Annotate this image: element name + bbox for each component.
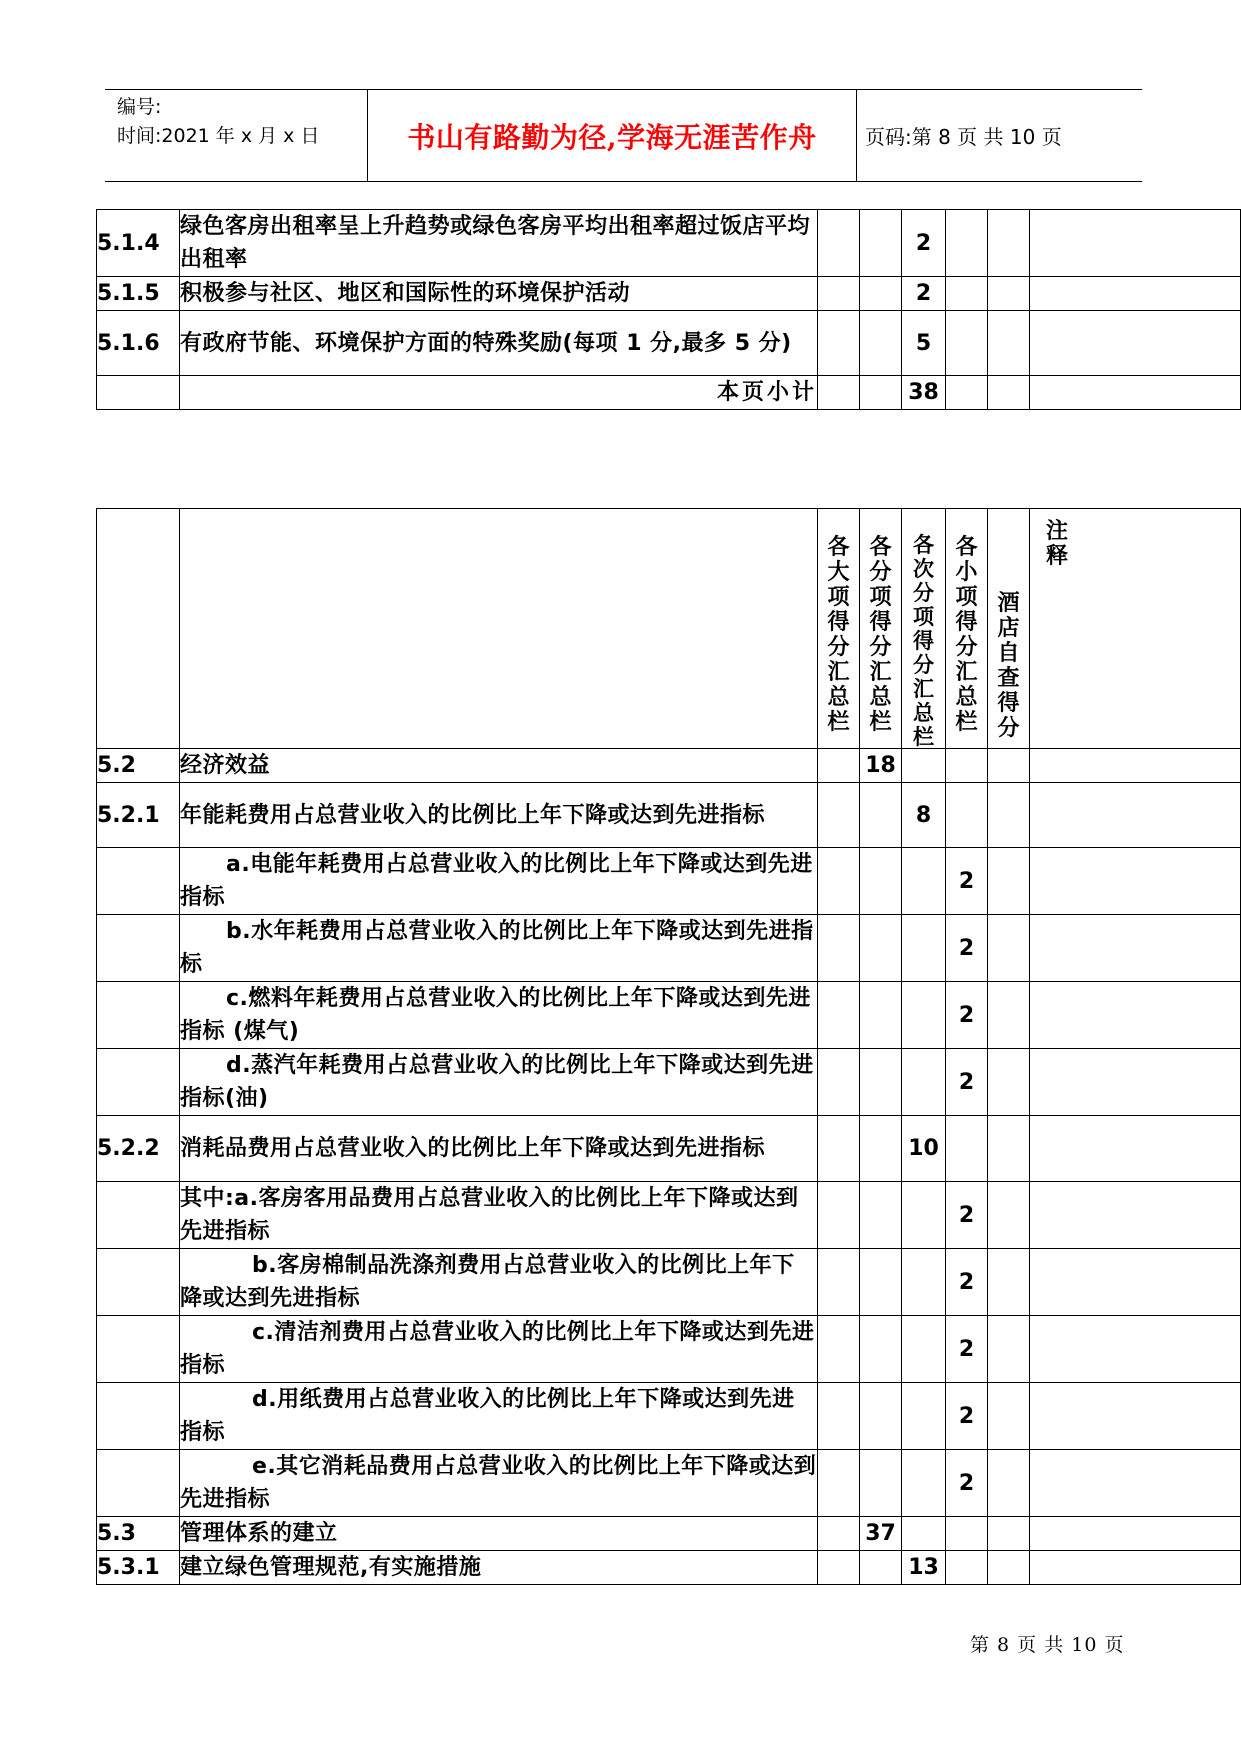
- score-table-body: [97, 210, 1241, 410]
- score-cell-col5: [988, 1182, 1030, 1249]
- score-cell-col3: 5: [902, 311, 946, 376]
- table-row: [97, 210, 1241, 277]
- notes-cell: [1030, 915, 1241, 982]
- item-description-cell: [180, 311, 818, 376]
- score-cell-col4: [946, 1551, 988, 1585]
- item-description-text: 建立绿色管理规范,有实施措施: [180, 1555, 482, 1580]
- score-cell-col3: 2: [902, 210, 946, 277]
- score-cell-col3: [902, 1517, 946, 1551]
- item-description-text: 消耗品费用占总营业收入的比例比上年下降或达到先进指标: [180, 1136, 766, 1161]
- score-cell-col5: [988, 749, 1030, 783]
- score-cell-col3: 8: [902, 783, 946, 848]
- score-cell-col3: [902, 749, 946, 783]
- header-notes: 注 释: [1030, 509, 1241, 749]
- score-cell-col4: 2: [946, 1450, 988, 1517]
- score-cell-col2: [860, 1551, 902, 1585]
- item-code-cell: 5.2.2: [97, 1116, 180, 1182]
- score-cell-col1: [818, 1316, 860, 1383]
- score-cell-col4: 2: [946, 1049, 988, 1116]
- score-cell-col5: [988, 1517, 1030, 1551]
- table-row: [97, 1116, 1241, 1182]
- score-cell-col3: [902, 1450, 946, 1517]
- score-cell-col2: 37: [860, 1517, 902, 1551]
- score-cell-col1: [818, 1182, 860, 1249]
- score-cell-col5: [988, 1450, 1030, 1517]
- score-cell-col3: [902, 848, 946, 915]
- notes-cell: [1030, 848, 1241, 915]
- score-cell-col4: [946, 783, 988, 848]
- notes-cell: [1030, 1517, 1241, 1551]
- score-cell-col4: [946, 311, 988, 376]
- score-cell-col5: [988, 311, 1030, 376]
- item-code-cell: [97, 915, 180, 982]
- score-cell-col4: [946, 749, 988, 783]
- score-cell-col5: [988, 1249, 1030, 1316]
- score-cell-col2: [860, 982, 902, 1049]
- score-cell-col1: [818, 848, 860, 915]
- item-description-cell: [180, 749, 818, 783]
- notes-cell: [1030, 1049, 1241, 1116]
- score-cell-col1: [818, 210, 860, 277]
- score-cell-col2: [860, 915, 902, 982]
- table-row: [97, 982, 1241, 1049]
- table-header-row: [97, 509, 1241, 749]
- table-row: [97, 1551, 1241, 1585]
- score-cell-col4: 2: [946, 915, 988, 982]
- item-description-cell: [180, 1249, 818, 1316]
- item-description-cell: [180, 1551, 818, 1585]
- score-cell-col5: [988, 1551, 1030, 1585]
- score-cell-col1: [818, 1551, 860, 1585]
- table-row: [97, 848, 1241, 915]
- score-cell-col2: [860, 1049, 902, 1116]
- item-description-cell: [180, 1517, 818, 1551]
- header-sub-item-total: 各 分 项 得 分 汇 总 栏: [860, 509, 902, 749]
- item-description-cell: [180, 1049, 818, 1116]
- item-description-cell: [180, 1450, 818, 1517]
- item-description-text: 管理体系的建立: [180, 1521, 338, 1546]
- score-cell-col2: [860, 1383, 902, 1450]
- item-description-text: 年能耗费用占总营业收入的比例比上年下降或达到先进指标: [180, 802, 766, 828]
- score-cell-col1: [818, 311, 860, 376]
- score-table: [96, 508, 1241, 1585]
- item-code-cell: [97, 1049, 180, 1116]
- document-number-label: 编号:: [117, 96, 162, 118]
- notes-cell: [1030, 783, 1241, 848]
- item-code-cell: [97, 848, 180, 915]
- item-code-cell: [97, 1450, 180, 1517]
- subtotal-row: [97, 376, 1241, 410]
- score-cell-col5: [988, 1049, 1030, 1116]
- table-row: [97, 1383, 1241, 1450]
- table-row: [97, 1249, 1241, 1316]
- score-cell-col3: 10: [902, 1116, 946, 1182]
- item-description-cell: [180, 982, 818, 1049]
- score-cell-col1: [818, 915, 860, 982]
- item-code-cell: 5.1.6: [97, 311, 180, 376]
- table-row: [97, 1049, 1241, 1116]
- table-row: [97, 915, 1241, 982]
- item-code-cell: 5.2: [97, 749, 180, 783]
- item-description-text: 经济效益: [180, 753, 271, 778]
- item-description-text: 其中:a.客房客用品费用占总营业收入的比例比上年下降或达到先进指标: [180, 1186, 799, 1244]
- score-cell-col2: [860, 1316, 902, 1383]
- score-cell-col1: [818, 1383, 860, 1450]
- notes-cell: [1030, 277, 1241, 311]
- score-cell-col1: [818, 1116, 860, 1182]
- item-description-text: b.水年耗费用占总营业收入的比例比上年下降或达到先进指标: [180, 919, 814, 977]
- item-description-text: 有政府节能、环境保护方面的特殊奖励(每项 1 分,最多 5 分): [180, 330, 792, 356]
- notes-cell: [1030, 1182, 1241, 1249]
- header-page-number: 页码:第 8 页 共 10 页: [865, 125, 1062, 149]
- header-small-item-total: 各 小 项 得 分 汇 总 栏: [946, 509, 988, 749]
- document-time-label: 时间:2021 年 x 月 x 日: [117, 125, 320, 147]
- score-cell-col5: [988, 277, 1030, 311]
- header-blank-cell: [97, 509, 180, 749]
- score-cell-col4: [946, 1517, 988, 1551]
- item-code-cell: 5.1.4: [97, 210, 180, 277]
- score-table-continued: [96, 209, 1241, 410]
- score-cell-col1: [818, 376, 860, 410]
- score-cell-col5: [988, 915, 1030, 982]
- notes-cell: [1030, 1249, 1241, 1316]
- score-cell-col3: [902, 1049, 946, 1116]
- item-description-text: b.客房棉制品洗涤剂费用占总营业收入的比例比上年下降或达到先进指标: [180, 1253, 795, 1311]
- header-hotel-self-score: 酒 店 自 查 得 分: [988, 509, 1030, 749]
- item-description-cell: [180, 1116, 818, 1182]
- score-table-body: [97, 749, 1241, 1585]
- score-cell-col3: [902, 915, 946, 982]
- score-cell-col2: [860, 311, 902, 376]
- score-cell-col3: [902, 982, 946, 1049]
- score-cell-col2: [860, 1249, 902, 1316]
- table-row: [97, 1517, 1241, 1551]
- score-cell-col3: 2: [902, 277, 946, 311]
- item-description-text: c.燃料年耗费用占总营业收入的比例比上年下降或达到先进指标 (煤气): [180, 986, 811, 1044]
- table-row: [97, 749, 1241, 783]
- score-cell-col3: [902, 1316, 946, 1383]
- header-motto: 书山有路勤为径,学海无涯苦作舟: [407, 121, 817, 154]
- score-cell-col2: [860, 210, 902, 277]
- item-code-cell: 5.3.1: [97, 1551, 180, 1585]
- table-row: [97, 1316, 1241, 1383]
- score-cell-col2: [860, 376, 902, 410]
- score-cell-col2: 18: [860, 749, 902, 783]
- score-cell-col1: [818, 1517, 860, 1551]
- notes-cell: [1030, 982, 1241, 1049]
- item-description-text: e.其它消耗品费用占总营业收入的比例比上年下降或达到先进指标: [180, 1454, 817, 1512]
- score-cell-col2: [860, 1450, 902, 1517]
- score-cell-col1: [818, 277, 860, 311]
- notes-cell: [1030, 1551, 1241, 1585]
- subtotal-label: 本页小计: [180, 376, 818, 410]
- item-description-cell: [180, 1316, 818, 1383]
- score-cell-col3: 13: [902, 1551, 946, 1585]
- score-cell-col4: [946, 1116, 988, 1182]
- header-meta: [117, 93, 319, 151]
- table-row: [97, 311, 1241, 376]
- score-cell-col1: [818, 783, 860, 848]
- score-cell-col2: [860, 1182, 902, 1249]
- item-code-cell: [97, 1316, 180, 1383]
- item-description-text: 积极参与社区、地区和国际性的环境保护活动: [180, 281, 631, 306]
- page-footer: 第 8 页 共 10 页: [970, 1634, 1125, 1656]
- item-code-cell: [97, 376, 180, 410]
- notes-cell: [1030, 749, 1241, 783]
- notes-cell: [1030, 1450, 1241, 1517]
- score-cell-col1: [818, 749, 860, 783]
- score-cell-col1: [818, 982, 860, 1049]
- item-description-text: 绿色客房出租率呈上升趋势或绿色客房平均出租率超过饭店平均出租率: [180, 214, 811, 272]
- score-cell-col5: [988, 848, 1030, 915]
- table-row: [97, 277, 1241, 311]
- item-code-cell: [97, 1383, 180, 1450]
- item-description-text: a.电能年耗费用占总营业收入的比例比上年下降或达到先进指标: [180, 852, 813, 910]
- score-cell-col1: [818, 1249, 860, 1316]
- item-code-cell: 5.1.5: [97, 277, 180, 311]
- score-cell-col5: [988, 982, 1030, 1049]
- score-cell-col4: [946, 376, 988, 410]
- score-cell-col4: 2: [946, 1383, 988, 1450]
- score-cell-col5: [988, 1116, 1030, 1182]
- notes-cell: [1030, 1316, 1241, 1383]
- item-code-cell: [97, 1182, 180, 1249]
- item-description-cell: [180, 1383, 818, 1450]
- score-cell-col1: [818, 1049, 860, 1116]
- notes-cell: [1030, 210, 1241, 277]
- table-row: [97, 1450, 1241, 1517]
- score-cell-col4: 2: [946, 848, 988, 915]
- table-row: [97, 783, 1241, 848]
- score-cell-col3: [902, 1249, 946, 1316]
- item-code-cell: [97, 1249, 180, 1316]
- item-code-cell: [97, 982, 180, 1049]
- score-cell-col2: [860, 1116, 902, 1182]
- score-cell-col5: [988, 210, 1030, 277]
- score-cell-col2: [860, 783, 902, 848]
- notes-cell: [1030, 1383, 1241, 1450]
- score-cell-col4: 2: [946, 1316, 988, 1383]
- score-cell-col5: [988, 1383, 1030, 1450]
- item-code-cell: 5.3: [97, 1517, 180, 1551]
- item-description-text: c.清洁剂费用占总营业收入的比例比上年下降或达到先进指标: [180, 1320, 815, 1378]
- item-description-cell: [180, 848, 818, 915]
- score-cell-col2: [860, 277, 902, 311]
- score-cell-col4: 2: [946, 1249, 988, 1316]
- subtotal-value: 38: [902, 376, 946, 410]
- score-cell-col3: [902, 1182, 946, 1249]
- score-cell-col1: [818, 1450, 860, 1517]
- header-major-item-total: 各 大 项 得 分 汇 总 栏: [818, 509, 860, 749]
- item-description-text: d.用纸费用占总营业收入的比例比上年下降或达到先进指标: [180, 1387, 795, 1445]
- item-description-text: d.蒸汽年耗费用占总营业收入的比例比上年下降或达到先进指标(油): [180, 1053, 814, 1111]
- item-description-cell: [180, 915, 818, 982]
- item-description-cell: [180, 1182, 818, 1249]
- item-description-cell: [180, 783, 818, 848]
- header-blank-cell: [180, 509, 818, 749]
- score-cell-col4: 2: [946, 982, 988, 1049]
- item-description-cell: [180, 277, 818, 311]
- score-cell-col5: [988, 1316, 1030, 1383]
- score-cell-col2: [860, 848, 902, 915]
- notes-cell: [1030, 311, 1241, 376]
- notes-cell: [1030, 376, 1241, 410]
- notes-cell: [1030, 1116, 1241, 1182]
- page-header: [105, 89, 1142, 182]
- item-description-cell: [180, 210, 818, 277]
- score-cell-col4: [946, 277, 988, 311]
- score-cell-col4: 2: [946, 1182, 988, 1249]
- score-cell-col4: [946, 210, 988, 277]
- item-code-cell: 5.2.1: [97, 783, 180, 848]
- table-row: [97, 1182, 1241, 1249]
- score-cell-col5: [988, 376, 1030, 410]
- score-cell-col5: [988, 783, 1030, 848]
- score-cell-col3: [902, 1383, 946, 1450]
- header-secondary-item-total: 各 次 分 项 得 分 汇 总 栏: [902, 509, 946, 749]
